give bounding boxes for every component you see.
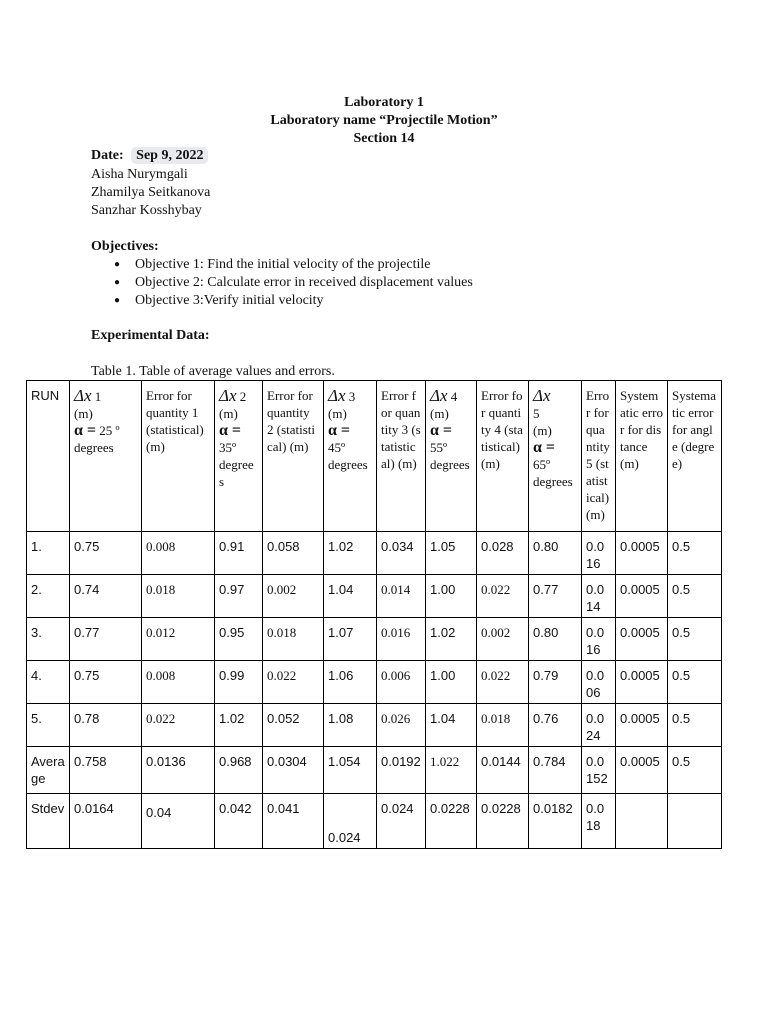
cell-dx3: 0.024 (324, 794, 377, 849)
cell-dx4: 1.00 (426, 661, 477, 704)
bullet-icon: ● (114, 277, 121, 288)
cell-dx3: 1.054 (324, 747, 377, 794)
cell-dx5: 0.80 (529, 532, 582, 575)
cell-sys-distance: 0.0005 (616, 618, 668, 661)
date-chip[interactable]: Sep 9, 2022 (131, 147, 208, 164)
cell-dx2: 0.968 (215, 747, 263, 794)
cell-err4: 0.028 (477, 532, 529, 575)
header-err3: Error for quantity 3 (statistical) (m) (377, 381, 426, 532)
cell-err5: 0.014 (582, 575, 616, 618)
data-table (26, 380, 768, 849)
cell-err1: 0.008 (142, 661, 215, 704)
header-dx5: Δx 5 (m) α = 65º degrees (529, 381, 582, 532)
bullet-icon: ● (114, 259, 121, 270)
cell-dx1: 0.77 (70, 618, 142, 661)
lab-name-title: Laboratory name “Projectile Motion” (270, 113, 498, 128)
cell-err5: 0.016 (582, 532, 616, 575)
cell-dx1: 0.75 (70, 532, 142, 575)
cell-dx2: 0.042 (215, 794, 263, 849)
cell-dx2: 0.99 (215, 661, 263, 704)
cell-sys-distance (616, 794, 668, 849)
cell-run: 2. (27, 575, 70, 618)
cell-sys-distance: 0.0005 (616, 704, 668, 747)
cell-dx4: 1.04 (426, 704, 477, 747)
cell-sys-angle: 0.5 (668, 532, 722, 575)
author-2: Zhamilya Seitkanova (91, 185, 211, 200)
cell-err3: 0.016 (377, 618, 426, 661)
cell-err4: 0.0144 (477, 747, 529, 794)
cell-sys-angle: 0.5 (668, 618, 722, 661)
list-item: ● Objective 1: Find the initial velocity of the projectile (114, 257, 431, 272)
cell-err5: 0.018 (582, 794, 616, 849)
table-caption: Table 1. Table of average values and errors. (91, 364, 335, 379)
header-run: RUN (27, 381, 70, 532)
cell-dx5: 0.77 (529, 575, 582, 618)
section-title: Section 14 (353, 131, 415, 146)
cell-err1: 0.008 (142, 532, 215, 575)
cell-err4: 0.022 (477, 661, 529, 704)
cell-dx5: 0.784 (529, 747, 582, 794)
cell-dx3: 1.06 (324, 661, 377, 704)
cell-err1: 0.018 (142, 575, 215, 618)
cell-err3: 0.0192 (377, 747, 426, 794)
cell-err5: 0.024 (582, 704, 616, 747)
cell-dx4: 1.02 (426, 618, 477, 661)
cell-dx1: 0.0164 (70, 794, 142, 849)
cell-dx1: 0.78 (70, 704, 142, 747)
cell-run: 4. (27, 661, 70, 704)
cell-sys-angle: 0.5 (668, 661, 722, 704)
cell-dx2: 0.97 (215, 575, 263, 618)
cell-err2: 0.002 (263, 575, 324, 618)
cell-dx4: 1.022 (426, 747, 477, 794)
lab-number-title: Laboratory 1 (344, 95, 424, 110)
cell-dx5: 0.79 (529, 661, 582, 704)
cell-run: 1. (27, 532, 70, 575)
cell-dx3: 1.08 (324, 704, 377, 747)
cell-sys-angle (668, 794, 722, 849)
header-sys-distance: Systematic error for distance (m) (616, 381, 668, 532)
cell-err1: 0.022 (142, 704, 215, 747)
cell-err1: 0.04 (142, 794, 215, 849)
cell-dx3: 1.07 (324, 618, 377, 661)
cell-sys-distance: 0.0005 (616, 747, 668, 794)
cell-sys-angle: 0.5 (668, 575, 722, 618)
cell-err1: 0.012 (142, 618, 215, 661)
cell-dx2: 0.95 (215, 618, 263, 661)
objectives-list (114, 256, 473, 310)
cell-err3: 0.026 (377, 704, 426, 747)
cell-dx2: 1.02 (215, 704, 263, 747)
table-row (27, 532, 768, 575)
cell-dx1: 0.758 (70, 747, 142, 794)
cell-sys-distance: 0.0005 (616, 575, 668, 618)
cell-err4: 0.018 (477, 704, 529, 747)
cell-dx4: 0.0228 (426, 794, 477, 849)
cell-err3: 0.006 (377, 661, 426, 704)
cell-err4: 0.022 (477, 575, 529, 618)
header-err5: Error for quantity 5 (statistical) (m) (582, 381, 616, 532)
header-err1: Error for quantity 1 (statistical) (m) (142, 381, 215, 532)
cell-sys-angle: 0.5 (668, 747, 722, 794)
cell-sys-distance: 0.0005 (616, 661, 668, 704)
cell-dx3: 1.02 (324, 532, 377, 575)
author-3: Sanzhar Kosshybay (91, 203, 202, 218)
table-row-average (27, 747, 768, 794)
cell-dx5: 0.76 (529, 704, 582, 747)
cell-err3: 0.034 (377, 532, 426, 575)
header-sys-angle: Systematic error for angle (degree) (668, 381, 722, 532)
objectives-heading: Objectives: (91, 239, 159, 254)
author-1: Aisha Nurymgali (91, 167, 188, 182)
table-row (27, 575, 768, 618)
cell-dx1: 0.74 (70, 575, 142, 618)
cell-err3: 0.014 (377, 575, 426, 618)
experimental-heading: Experimental Data: (91, 328, 210, 343)
cell-dx4: 1.00 (426, 575, 477, 618)
cell-sys-distance: 0.0005 (616, 532, 668, 575)
header-dx3: Δx 3 (m) α = 45º degrees (324, 381, 377, 532)
date-label: Date: (91, 148, 124, 163)
cell-dx1: 0.75 (70, 661, 142, 704)
cell-err4: 0.002 (477, 618, 529, 661)
bullet-icon: ● (114, 295, 121, 306)
cell-run: 5. (27, 704, 70, 747)
header-dx4: Δx 4 (m) α = 55º degrees (426, 381, 477, 532)
cell-err3: 0.024 (377, 794, 426, 849)
cell-err2: 0.018 (263, 618, 324, 661)
cell-err2: 0.0304 (263, 747, 324, 794)
header-dx1: Δx 1 (m) α = 25 º degrees (70, 381, 142, 532)
cell-dx2: 0.91 (215, 532, 263, 575)
cell-dx4: 1.05 (426, 532, 477, 575)
table-row-stdev (27, 794, 768, 849)
cell-dx5: 0.0182 (529, 794, 582, 849)
cell-err2: 0.041 (263, 794, 324, 849)
header-err2: Error for quantity 2 (statistical) (m) (263, 381, 324, 532)
cell-err4: 0.0228 (477, 794, 529, 849)
cell-dx3: 1.04 (324, 575, 377, 618)
list-item: ● Objective 2: Calculate error in received displacement values (114, 275, 473, 290)
cell-err2: 0.022 (263, 661, 324, 704)
cell-run: Average (27, 747, 70, 794)
cell-err1: 0.0136 (142, 747, 215, 794)
list-item: ● Objective 3:Verify initial velocity (114, 293, 324, 308)
cell-sys-angle: 0.5 (668, 704, 722, 747)
cell-dx5: 0.80 (529, 618, 582, 661)
cell-err2: 0.052 (263, 704, 324, 747)
table-row (27, 618, 768, 661)
table-row (27, 661, 768, 704)
cell-err2: 0.058 (263, 532, 324, 575)
table-header-row (27, 381, 768, 532)
cell-err5: 0.016 (582, 618, 616, 661)
table-row (27, 704, 768, 747)
cell-err5: 0.006 (582, 661, 616, 704)
cell-run: 3. (27, 618, 70, 661)
cell-err5: 0.0152 (582, 747, 616, 794)
header-err4: Error for quantity 4 (statistical) (m) (477, 381, 529, 532)
date-line (91, 148, 208, 164)
cell-run: Stdev (27, 794, 70, 849)
header-dx2: Δx 2 (m) α = 35º degrees (215, 381, 263, 532)
